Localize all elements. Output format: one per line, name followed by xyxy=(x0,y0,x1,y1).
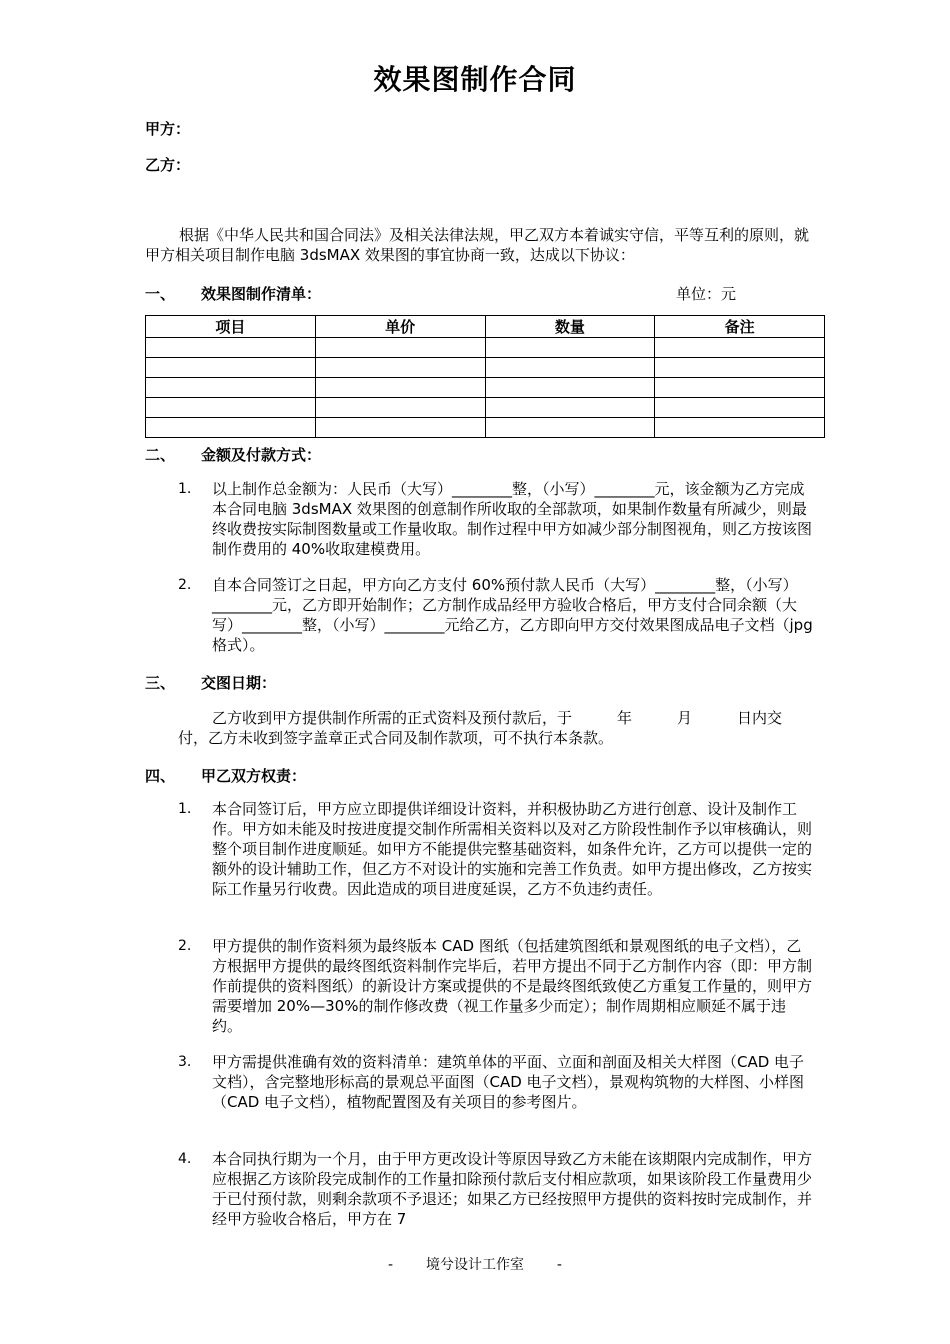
list-item-text: 甲方需提供准确有效的资料清单：建筑单体的平面、立面和剖面及相关大样图（CAD 电子文档），含完整地形标高的景观总平面图（CAD 电子文档），景观构筑物的大样图、小样图（CAD 电子文档），植物配置图及有关项目的参考图片。 xyxy=(212,1053,805,1111)
section-title: 甲乙双方权责： xyxy=(201,767,307,785)
table-header-row xyxy=(146,316,825,338)
table-cell[interactable] xyxy=(655,398,825,418)
table-cell[interactable] xyxy=(315,358,485,378)
table-cell[interactable] xyxy=(485,378,655,398)
table-cell[interactable] xyxy=(146,338,316,358)
table-cell[interactable] xyxy=(146,418,316,438)
list-item xyxy=(178,936,814,1036)
table-row xyxy=(146,338,825,358)
footer-dash-left: - xyxy=(388,1257,394,1273)
section-number: 三、 xyxy=(145,674,176,692)
section-4-heading xyxy=(145,765,306,786)
list-item-number: 1. xyxy=(178,481,192,497)
list-item-number: 2. xyxy=(178,577,192,593)
table-cell[interactable] xyxy=(655,378,825,398)
list-item xyxy=(178,479,814,559)
list-item-number: 1. xyxy=(178,801,192,817)
section-1-heading xyxy=(145,283,321,304)
table-row xyxy=(146,358,825,378)
list-item-text: 自本合同签订之日起，甲方向乙方支付 60%预付款人民币（大写）________整，（小写）________元，乙方即开始制作；乙方制作成品经甲方验收合格后，甲方支付合同余额（大写）________整，（小写）________元给乙方，乙方即向甲方交付效果图成品电子文档（jpg 格式）。 xyxy=(212,576,813,654)
list-item xyxy=(178,1052,814,1112)
section-3-heading xyxy=(145,672,276,693)
table-cell[interactable] xyxy=(146,358,316,378)
section-title: 效果图制作清单： xyxy=(201,285,322,303)
table-cell[interactable] xyxy=(315,378,485,398)
footer-studio-name: 境兮设计工作室 xyxy=(426,1257,524,1273)
table-cell[interactable] xyxy=(655,338,825,358)
table-cell[interactable] xyxy=(146,378,316,398)
section-number: 二、 xyxy=(145,446,176,464)
unit-label: 单位：元 xyxy=(676,285,737,303)
list-item xyxy=(178,799,814,899)
table-cell[interactable] xyxy=(146,398,316,418)
production-list-table xyxy=(145,315,825,438)
table-header-price: 单价 xyxy=(315,316,485,338)
list-item xyxy=(178,1149,814,1229)
footer-dash-right: - xyxy=(556,1257,562,1273)
table-row xyxy=(146,418,825,438)
section-title: 交图日期： xyxy=(201,674,277,692)
delivery-paragraph: 乙方收到甲方提供制作所需的正式资料及预付款后，于 年 月 日内交付，乙方未收到签字盖章正式合同及制作款项，可不执行本条款。 xyxy=(178,709,783,747)
list-item-text: 以上制作总金额为：人民币（大写）________整，（小写）________元，该金额为乙方完成本合同电脑 3dsMAX 效果图的创意制作所收取的全部款项，如果制作数量有所减少，则最终收费按实际制图数量或工作量收取。制作过程中甲方如减少部分制图视角，则乙方按该图制作费用的 40%收取建模费用。 xyxy=(212,480,813,558)
intro-paragraph: 根据《中华人民共和国合同法》及相关法律法规，甲乙双方本着诚实守信，平等互利的原则，就甲方相关项目制作电脑 3dsMAX 效果图的事宜协商一致，达成以下协议： xyxy=(145,226,810,264)
table-row xyxy=(146,378,825,398)
section-title: 金额及付款方式： xyxy=(201,446,322,464)
table-header-remark: 备注 xyxy=(655,316,825,338)
page-footer xyxy=(0,1254,950,1274)
list-item-number: 4. xyxy=(178,1151,192,1167)
table-header-item: 项目 xyxy=(146,316,316,338)
list-item-text: 本合同执行期为一个月，由于甲方更改设计等原因导致乙方未能在该期限内完成制作，甲方应根据乙方该阶段完成制作的工作量扣除预付款后支付相应款项，如果该阶段工作量费用少于已付预付款，则剩余款项不予退还；如果乙方已经按照甲方提供的资料按时完成制作，并经甲方验收合格后，甲方在 7 xyxy=(212,1150,813,1228)
page-title: 效果图制作合同 xyxy=(373,63,577,96)
list-item xyxy=(178,575,814,655)
list-item-number: 2. xyxy=(178,938,192,954)
section-number: 一、 xyxy=(145,285,176,303)
table-cell[interactable] xyxy=(485,338,655,358)
table-cell[interactable] xyxy=(315,338,485,358)
list-item-text: 本合同签订后，甲方应立即提供详细设计资料，并积极协助乙方进行创意、设计及制作工作。甲方如未能及时按进度提交制作所需相关资料以及对乙方阶段性制作予以审核确认，则整个项目制作进度顺延。如甲方不能提供完整基础资料，如条件允许，乙方可以提供一定的额外的设计辅助工作，但乙方不对设计的实施和完善工作负责。如甲方提出修改，乙方按实际工作量另行收费。因此造成的项目进度延误，乙方不负违约责任。 xyxy=(212,800,813,898)
table-cell[interactable] xyxy=(655,358,825,378)
table-cell[interactable] xyxy=(655,418,825,438)
table-cell[interactable] xyxy=(315,398,485,418)
table-cell[interactable] xyxy=(485,398,655,418)
list-item-text: 甲方提供的制作资料须为最终版本 CAD 图纸（包括建筑图纸和景观图纸的电子文档），乙方根据甲方提供的最终图纸资料制作完毕后，若甲方提出不同于乙方制作内容（即：甲方制作前提供的资料图纸）的新设计方案或提供的不是最终图纸致使乙方重复工作量的，则甲方需要增加 20%—30%的制作修改费（视工作量多少而定）；制作周期相应顺延不属于违约。 xyxy=(212,937,813,1035)
section-2-heading xyxy=(145,444,321,465)
table-cell[interactable] xyxy=(315,418,485,438)
table-cell[interactable] xyxy=(485,418,655,438)
party-b-label: 乙方： xyxy=(145,156,191,174)
table-row xyxy=(146,398,825,418)
list-item-number: 3. xyxy=(178,1054,192,1070)
table-cell[interactable] xyxy=(485,358,655,378)
party-a-label: 甲方： xyxy=(145,120,191,138)
section-number: 四、 xyxy=(145,767,176,785)
table-header-quantity: 数量 xyxy=(485,316,655,338)
